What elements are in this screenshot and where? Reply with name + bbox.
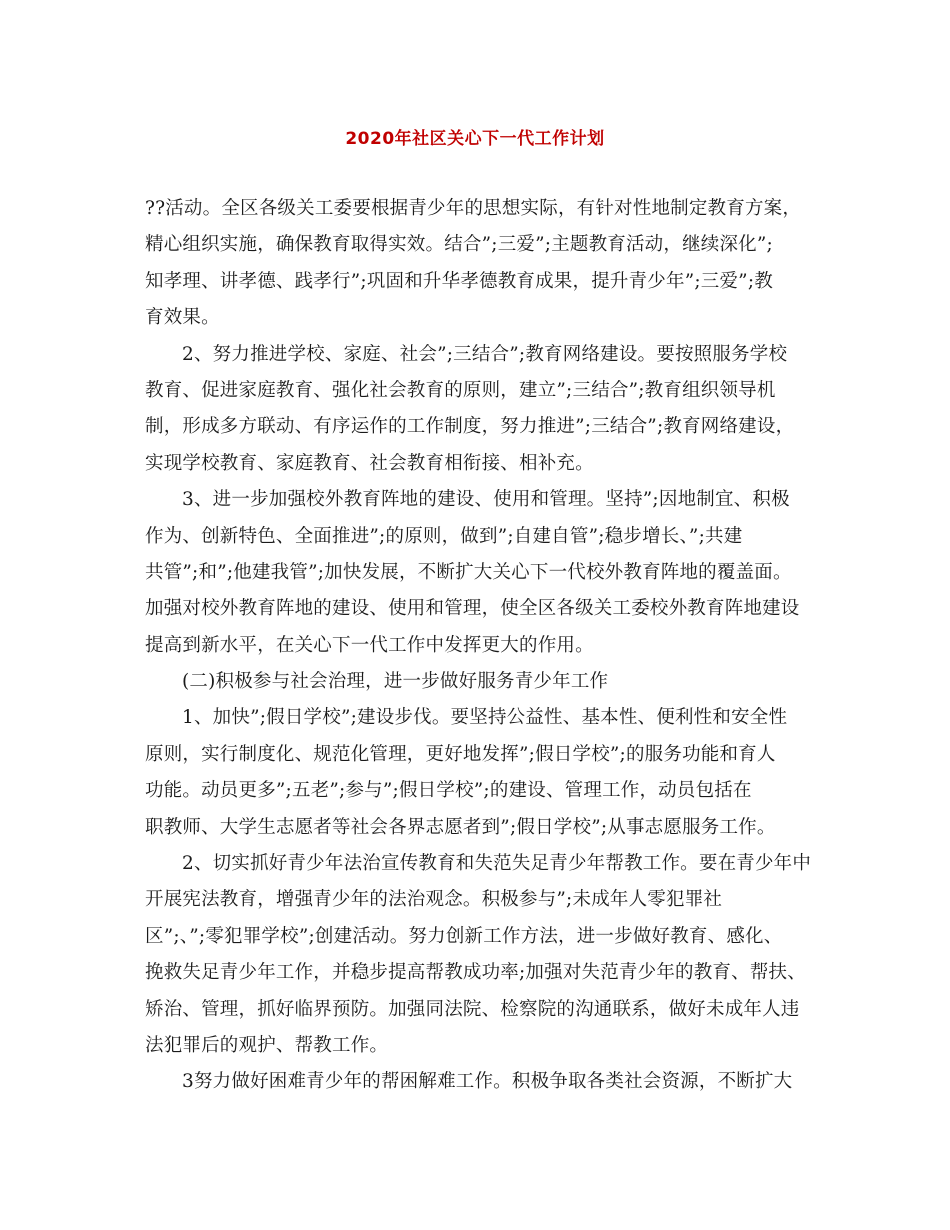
paragraph-start-line: 1、加快”;假日学校”;建设步伐。要坚持公益性、基本性、便利性和安全性 bbox=[182, 707, 788, 729]
text-line: 提高到新水平，在关心下一代工作中发挥更大的作用。 bbox=[145, 634, 594, 656]
text-line: 精心组织实施，确保教育取得实效。结合”;三爱”;主题教育活动，继续深化”; bbox=[145, 234, 773, 256]
document-title: 2020年社区关心下一代工作计划 bbox=[345, 129, 605, 149]
text-line: 加强对校外教育阵地的建设、使用和管理，使全区各级关工委校外教育阵地建设 bbox=[145, 598, 800, 620]
text-line: 职教师、大学生志愿者等社会各界志愿者到”;假日学校”;从事志愿服务工作。 bbox=[145, 816, 776, 838]
paragraph-start-line: 2、切实抓好青少年法治宣传教育和失范失足青少年帮教工作。要在青少年中 bbox=[182, 853, 812, 875]
text-line: 原则，实行制度化、规范化管理，更好地发挥”;假日学校”;的服务功能和育人 bbox=[145, 743, 776, 765]
text-line: 区”;、”;零犯罪学校”;创建活动。努力创新工作方法，进一步做好教育、感化、 bbox=[145, 925, 783, 947]
text-line: 育效果。 bbox=[145, 307, 220, 329]
text-line: 知孝理、讲孝德、践孝行”;巩固和升华孝德教育成果，提升青少年”;三爱”;教 bbox=[145, 270, 773, 292]
paragraph-start-line: 2、努力推进学校、家庭、社会”;三结合”;教育网络建设。要按照服务学校 bbox=[182, 343, 788, 365]
section-heading: (二)积极参与社会治理，进一步做好服务青少年工作 bbox=[182, 671, 609, 693]
text-line: 挽救失足青少年工作，并稳步提高帮教成功率;加强对失范青少年的教育、帮扶、 bbox=[145, 962, 806, 984]
text-line: 实现学校教育、家庭教育、社会教育相衔接、相补充。 bbox=[145, 452, 594, 474]
document-body bbox=[145, 191, 825, 1101]
text-line: 制，形成多方联动、有序运作的工作制度，努力推进”;三结合”;教育网络建设， bbox=[145, 416, 795, 438]
paragraph-start-line: 3努力做好困难青少年的帮困解难工作。积极争取各类社会资源，不断扩大 bbox=[182, 1071, 793, 1093]
text-line: 矫治、管理，抓好临界预防。加强同法院、检察院的沟通联系，做好未成年人违 bbox=[145, 998, 800, 1020]
paragraph-start-line: 3、进一步加强校外教育阵地的建设、使用和管理。坚持”;因地制宜、积极 bbox=[182, 489, 790, 511]
text-line: 法犯罪后的观护、帮教工作。 bbox=[145, 1034, 389, 1056]
text-line: ??活动。全区各级关工委要根据青少年的思想实际，有针对性地制定教育方案， bbox=[145, 198, 802, 219]
text-line: 教育、促进家庭教育、强化社会教育的原则，建立”;三结合”;教育组织领导机 bbox=[145, 379, 776, 401]
text-line: 共管”;和”;他建我管”;加快发展，不断扩大关心下一代校外教育阵地的覆盖面。 bbox=[145, 561, 792, 583]
text-line: 功能。动员更多”;五老”;参与”;假日学校”;的建设、管理工作，动员包括在 bbox=[145, 780, 752, 802]
text-line: 作为、创新特色、全面推进”;的原则，做到”;自建自管”;稳步增长、”;共建 bbox=[145, 525, 743, 547]
text-line: 开展宪法教育，增强青少年的法治观念。积极参与”;未成年人零犯罪社 bbox=[145, 889, 723, 911]
